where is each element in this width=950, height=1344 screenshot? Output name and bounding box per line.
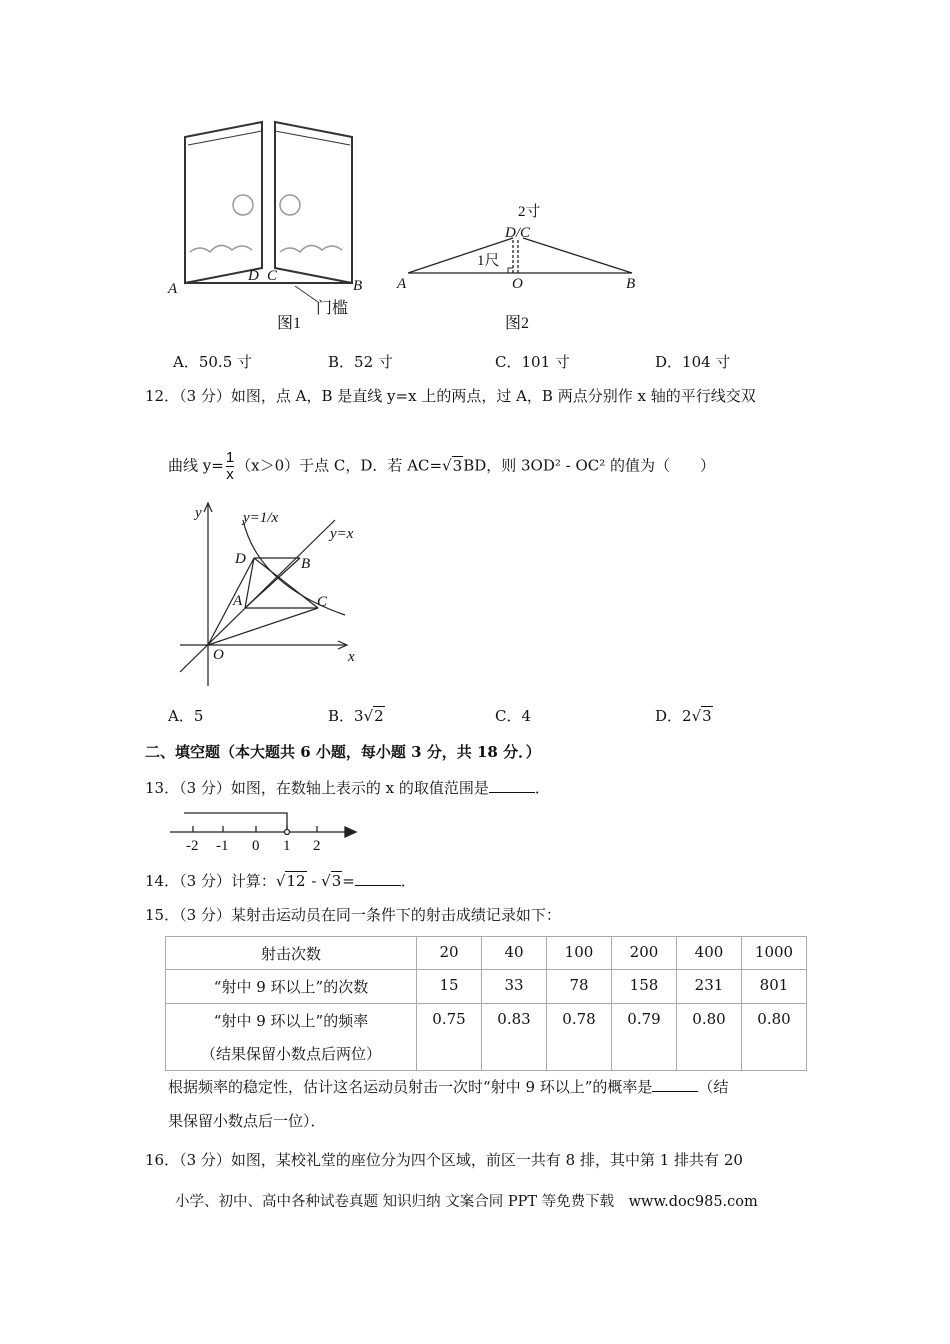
section-2-heading: 二、填空题（本大题共 6 小题，每小题 3 分，共 18 分．） [145,743,541,761]
fraction-denominator: x [226,466,234,483]
answer-blank[interactable] [355,871,401,886]
q16-text: 16．（3 分）如图，某校礼堂的座位分为四个区域，前区一共有 8 排，其中第 1 排共有 20 [145,1151,743,1169]
table-cell: 0.83 [482,1004,547,1071]
q15-after-line1: 根据频率的稳定性，估计这名运动员射击一次时“射中 9 环以上”的概率是 （结 [168,1078,729,1096]
table-cell: 40 [482,937,547,970]
figure-1-caption: 图1 [277,315,302,332]
sqrt-radicand: 3 [452,456,463,475]
fig2-label-dc: D/C [505,225,531,241]
table-cell: 100 [547,937,612,970]
label-b: B [353,278,363,294]
point-b-label: B [301,556,311,572]
q12-option-c[interactable]: C．4 [495,707,532,725]
point-d-label: D [235,551,246,567]
table-cell: 射击次数 [166,937,417,970]
q11-option-d[interactable]: D．104 寸 [655,353,731,371]
x-axis-label: x [348,649,355,665]
y-axis-label: y [195,505,202,521]
table-cell: 15 [417,970,482,1004]
threshold-label: 门槛 [316,300,349,317]
table-cell: 20 [417,937,482,970]
table-cell: “射中 9 环以上”的频率 （结果保留小数点后两位） [166,1004,417,1071]
fig2-label-b: B [626,276,636,292]
table-cell: 33 [482,970,547,1004]
table-cell: 0.78 [547,1004,612,1071]
tick-label: -1 [216,838,229,854]
table-cell: 0.80 [742,1004,807,1071]
tick-label: -2 [186,838,199,854]
table-row [166,1004,807,1071]
fig2-top-label: 2寸 [518,204,541,220]
curve-label: y=1/x [243,510,279,526]
line-label: y=x [330,526,354,542]
q15-after-line2: 果保留小数点后一位）． [168,1112,326,1130]
point-c-label: C [317,594,328,610]
q11-option-b[interactable]: B．52 寸 [328,353,393,371]
q11-option-c[interactable]: C．101 寸 [495,353,570,371]
table-cell: “射中 9 环以上”的次数 [166,970,417,1004]
table-cell: 0.75 [417,1004,482,1071]
point-a-label: A [233,593,243,609]
q12-text: （x＞0）于点 C，D．若 AC= [236,456,443,475]
table-cell: 200 [612,937,677,970]
label-d: D [248,268,259,284]
fig2-side-label: 1尺 [477,253,500,269]
shooting-record-table [165,936,807,1071]
table-cell: 801 [742,970,807,1004]
table-cell: 1000 [742,937,807,970]
figure-2-caption: 图2 [505,315,530,332]
q12-option-b[interactable]: B．3√2 [328,707,384,725]
table-note: （结果保留小数点后两位） [200,1045,381,1063]
fig2-label-a: A [397,276,407,292]
table-cell: 0.79 [612,1004,677,1071]
tick-label: 0 [252,838,260,854]
fraction-numerator: 1 [225,449,235,466]
q11-option-a[interactable]: A．50.5 寸 [173,353,252,371]
q12-text: 曲线 y= [168,456,224,475]
q12-line1: 12．（3 分）如图，点 A，B 是直线 y=x 上的两点，过 A，B 两点分别作 x 轴的平行线交双 [145,387,756,405]
tick-label: 1 [283,838,291,854]
table-cell: 78 [547,970,612,1004]
q12-text: BD，则 3OD² - OC² 的值为（ ） [463,456,716,475]
origin-label: O [213,647,224,663]
q12-line2: 曲线 y= $\frac{1}{x}$ （x＞0）于点 C，D．若 AC=√3BD，则 3OD² - OC² 的值为（ ） [168,449,716,483]
q12-option-a[interactable]: A．5 [168,707,204,725]
table-cell: 158 [612,970,677,1004]
label-a: A [168,281,178,297]
table-row [166,937,807,970]
q12-option-d[interactable]: D．2√3 [655,707,712,725]
q13-text: 13．（3 分）如图，在数轴上表示的 x 的取值范围是 ． [145,779,550,797]
tick-label: 2 [313,838,321,854]
q15-text: 15．（3 分）某射击运动员在同一条件下的射击成绩记录如下： [145,906,561,924]
answer-blank[interactable] [652,1077,698,1092]
footer: 小学、初中、高中各种试卷真题 知识归纳 文案合同 PPT 等免费下载 www.doc985.com [175,1194,758,1210]
table-cell: 231 [677,970,742,1004]
range-bracket [184,813,287,830]
fig2-label-o: O [512,276,523,292]
open-circle-icon [285,830,290,835]
q14-text: 14．（3 分）计算：√12 - √3= ． [145,872,416,890]
label-c: C [267,268,278,284]
table-cell: 400 [677,937,742,970]
table-cell: 0.80 [677,1004,742,1071]
table-row [166,970,807,1004]
